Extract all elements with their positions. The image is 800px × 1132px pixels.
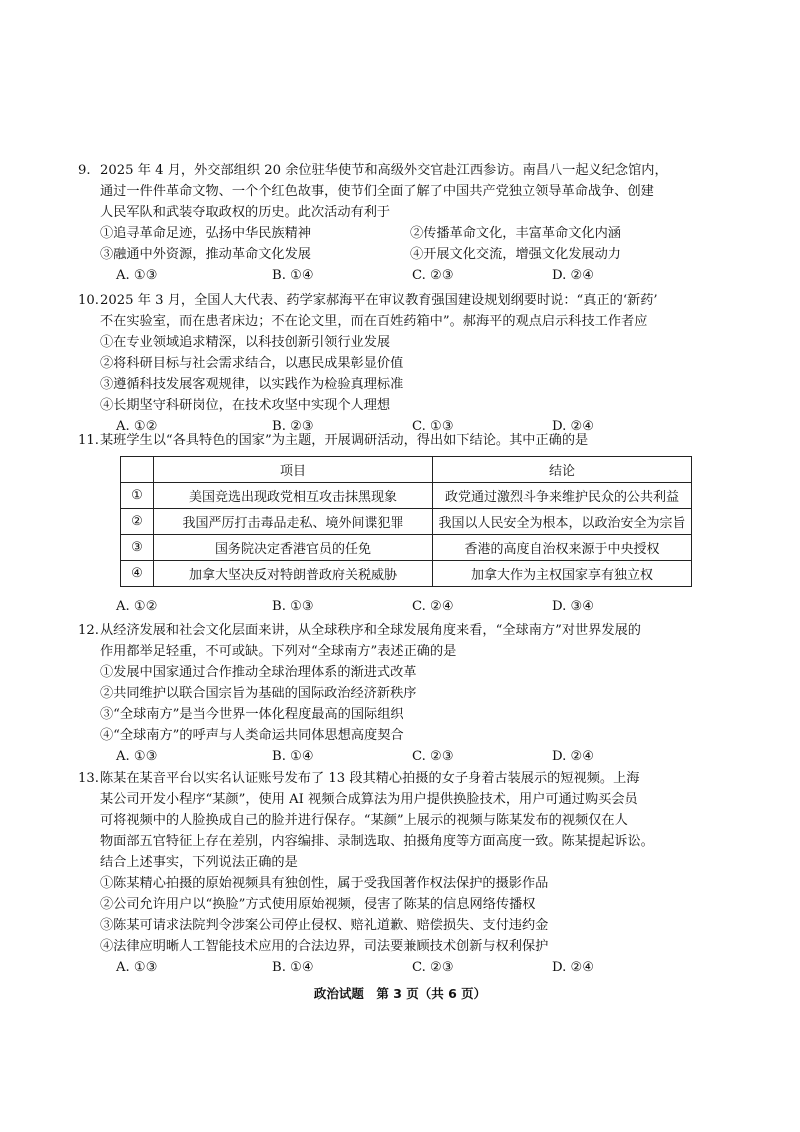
choice-a: A. ①② <box>116 599 158 614</box>
table-header-cell <box>121 457 154 483</box>
question-9-stem-line: 通过一件件革命文物、一个个红色故事，使节们全面了解了中国共产党独立领导革命战争、创建 <box>100 184 654 199</box>
question-13-stem-line: 某公司开发小程序“某颜”，使用 AI 视频合成算法为用户提供换脸技术，用户可通过购买会员 <box>100 792 638 807</box>
choice-b: B. ①④ <box>272 960 314 975</box>
question-12-option: ④“全球南方”的呼声与人类命运共同体思想高度契合 <box>100 728 404 743</box>
question-10-option: ②将科研目标与社会需求结合，以惠民成果彰显价值 <box>100 356 404 371</box>
question-12-stem-line <box>78 620 710 641</box>
choice-a: A. ①② <box>116 419 158 434</box>
question-13-stem-line: 结合上述事实，下列说法正确的是 <box>100 855 298 870</box>
question-10-stem-text: 2025 年 3 月，全国人大代表、药学家郝海平在审议教育强国建设规划纲要时说：“真正的‘新药’ <box>100 293 658 308</box>
table-cell: ② <box>121 509 154 535</box>
question-11-choices-block <box>100 596 710 617</box>
question-12-number: 12. <box>78 623 99 638</box>
question-13-stem-text: 陈某在某音平台以实名认证账号发布了 13 段其精心拍摄的女子身着古装展示的短视频。上海 <box>100 771 640 786</box>
question-12-option: ①发展中国家通过合作推动全球治理体系的渐进式改革 <box>100 665 417 680</box>
question-12-option: ③“全球南方”是当今世界一体化程度最高的国际组织 <box>100 707 404 722</box>
question-10 <box>78 290 710 437</box>
question-9-options-row <box>100 244 710 265</box>
question-13-number: 13. <box>78 771 99 786</box>
question-13-stem-line: 物面部五官特征上存在差别，内容编排、录制选取、拍摄角度等方面高度一致。陈某提起诉讼。 <box>100 834 654 849</box>
choice-c: C. ②③ <box>412 268 454 283</box>
question-10-option: ③遵循科技发展客观规律，以实践作为检验真理标准 <box>100 377 404 392</box>
choice-d: D. ②④ <box>552 419 595 434</box>
choice-a: A. ①③ <box>116 749 158 764</box>
question-13-option: ③陈某可请求法院判令涉案公司停止侵权、赔礼道歉、赔偿损失、支付违约金 <box>100 918 549 933</box>
question-11-table <box>120 456 692 587</box>
question-12-choices <box>100 746 710 767</box>
question-9-stem-text: 2025 年 4 月，外交部组织 20 余位驻华使节和高级外交官赴江西参访。南昌八一起义纪念馆内， <box>100 163 668 178</box>
question-11 <box>78 430 710 451</box>
question-13-option: ②公司允许用户以“换脸”方式使用原始视频，侵害了陈某的信息网络传播权 <box>100 897 536 912</box>
question-10-stem-line: 不在实验室，而在患者床边；不在论文里，而在百姓药箱中”。郝海平的观点启示科技工作者应 <box>100 314 648 329</box>
table-header-cell: 结论 <box>433 457 692 483</box>
table-cell: 香港的高度自治权来源于中央授权 <box>433 535 692 561</box>
question-9-option: ①追寻革命足迹，弘扬中华民族精神 <box>100 226 311 241</box>
choice-d: D. ②④ <box>552 960 595 975</box>
table-cell: 加拿大作为主权国家享有独立权 <box>433 561 692 587</box>
question-11-choices <box>100 596 710 617</box>
question-9-stem-line: 人民军队和武装夺取政权的历史。此次活动有利于 <box>100 205 391 220</box>
question-10-option: ④长期坚守科研岗位，在技术攻坚中实现个人理想 <box>100 398 391 413</box>
choice-b: B. ①③ <box>272 599 314 614</box>
question-9-options-row <box>100 223 710 244</box>
choice-c: C. ②③ <box>412 749 454 764</box>
table-row <box>121 483 692 509</box>
question-11-number: 11. <box>78 433 99 448</box>
table-cell: 国务院决定香港官员的任免 <box>154 535 433 561</box>
question-9-stem-line <box>78 160 710 181</box>
table-row <box>121 535 692 561</box>
table-cell: ① <box>121 483 154 509</box>
table-cell: ③ <box>121 535 154 561</box>
question-10-option: ①在专业领域追求精深，以科技创新引领行业发展 <box>100 335 391 350</box>
question-12 <box>78 620 710 767</box>
table-header-row <box>121 457 692 483</box>
question-11-stem-text: 某班学生以“各具特色的国家”为主题，开展调研活动，得出如下结论。其中正确的是 <box>100 433 589 448</box>
choice-b: B. ①④ <box>272 749 314 764</box>
choice-b: B. ②③ <box>272 419 314 434</box>
choice-d: D. ②④ <box>552 268 595 283</box>
choice-a: A. ①③ <box>116 960 158 975</box>
question-9-number: 9. <box>78 163 91 178</box>
choice-c: C. ①③ <box>412 419 454 434</box>
choice-d: D. ③④ <box>552 599 595 614</box>
choice-d: D. ②④ <box>552 749 595 764</box>
choice-a: A. ①③ <box>116 268 158 283</box>
table-header-cell: 项目 <box>154 457 433 483</box>
question-12-stem-line: 作用都举足轻重，不可或缺。下列对“全球南方”表述正确的是 <box>100 644 457 659</box>
choice-c: C. ②④ <box>412 599 454 614</box>
choice-b: B. ①④ <box>272 268 314 283</box>
question-13 <box>78 768 710 978</box>
question-10-number: 10. <box>78 293 99 308</box>
table-cell: ④ <box>121 561 154 587</box>
page-footer: 政治试题 第 3 页（共 6 页） <box>313 986 487 1001</box>
table-cell: 美国竞选出现政党相互攻击抹黑现象 <box>154 483 433 509</box>
question-13-stem-line: 可将视频中的人脸换成自己的脸并进行保存。“某颜”上展示的视频与陈某发布的视频仅在人 <box>100 813 628 828</box>
question-9-choices <box>100 265 710 286</box>
question-10-stem-line <box>78 290 710 311</box>
table-cell: 我国以人民安全为根本，以政治安全为宗旨 <box>433 509 692 535</box>
table-cell: 政党通过激烈斗争来维护民众的公共利益 <box>433 483 692 509</box>
question-9-option: ②传播革命文化，丰富革命文化内涵 <box>410 226 621 241</box>
question-12-option: ②共同维护以联合国宗旨为基础的国际政治经济新秩序 <box>100 686 417 701</box>
question-13-option: ①陈某精心拍摄的原始视频具有独创性，属于受我国著作权法保护的摄影作品 <box>100 876 549 891</box>
question-9-option: ④开展文化交流，增强文化发展动力 <box>410 247 621 262</box>
question-13-stem-line <box>78 768 710 789</box>
choice-c: C. ②③ <box>412 960 454 975</box>
question-9-option: ③融通中外资源，推动革命文化发展 <box>100 247 311 262</box>
question-12-stem-text: 从经济发展和社会文化层面来讲，从全球秩序和全球发展角度来看，“全球南方”对世界发展的 <box>100 623 641 638</box>
question-13-option: ④法律应明晰人工智能技术应用的合法边界，司法要兼顾技术创新与权利保护 <box>100 939 549 954</box>
table-row <box>121 509 692 535</box>
table-row <box>121 561 692 587</box>
question-9 <box>78 160 710 286</box>
table-cell: 我国严厉打击毒品走私、境外间谍犯罪 <box>154 509 433 535</box>
table-cell: 加拿大坚决反对特朗普政府关税威胁 <box>154 561 433 587</box>
question-13-choices <box>100 957 710 978</box>
question-11-stem-line <box>78 430 710 451</box>
